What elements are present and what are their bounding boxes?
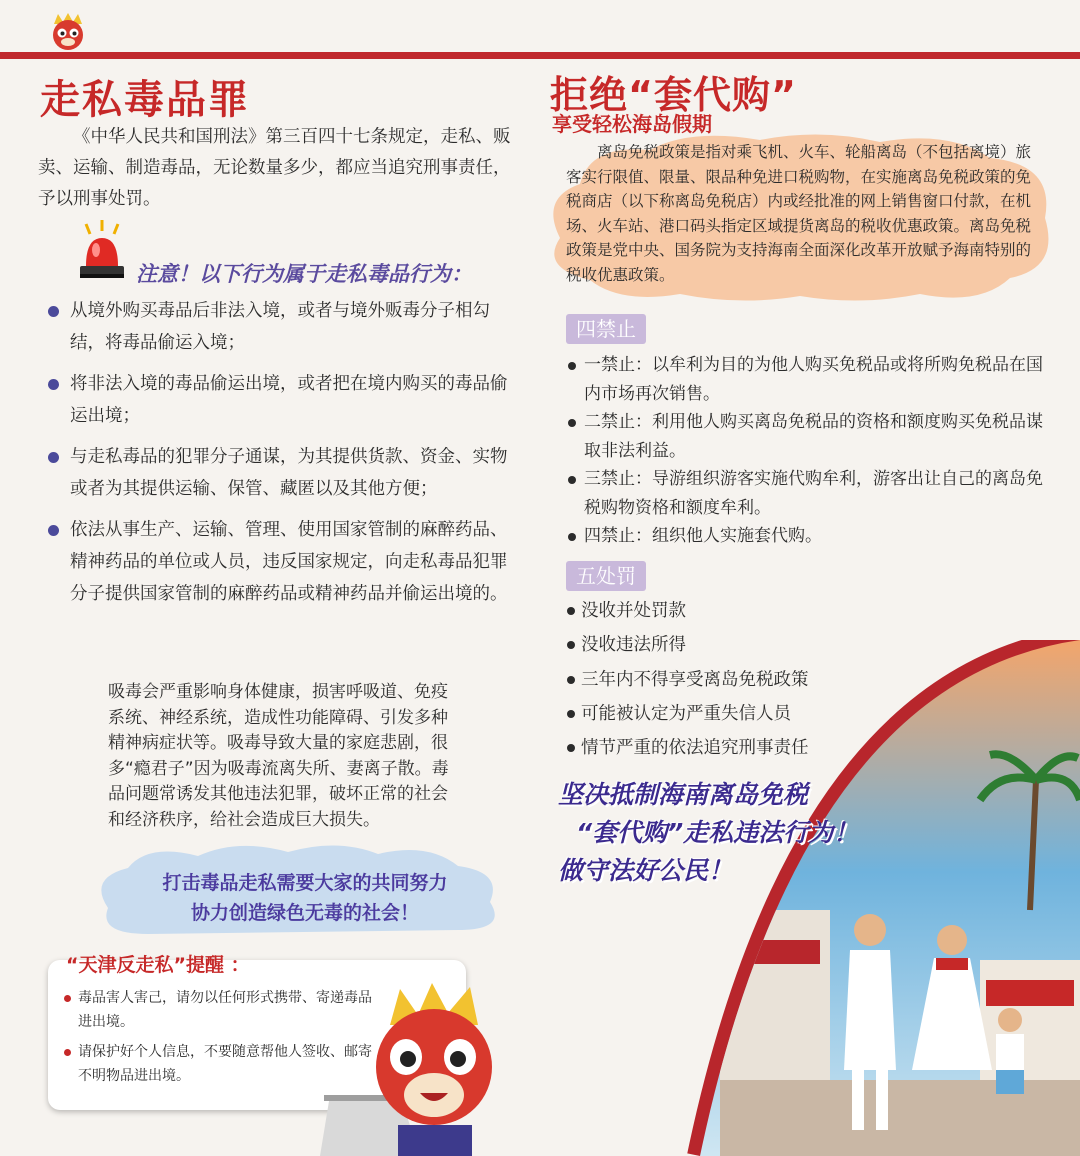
duty-free-policy-intro: 离岛免税政策是指对乘飞机、火车、轮船离岛（不包括离境）旅客实行限值、限量、限品种免进口税购物，在实施离岛免税政策的免税商店（以下称离岛免税店）内或经批准的网上销售窗口付款，在机场、火车站、港口码头指定区域提货离岛的税收优惠政策。离岛免税政策是党中央、国务院为支持海南全面深化改革开放赋予海南特别的税收优惠政策。 [566,143,1032,284]
reminder-title: “天津反走私”提醒 ： [66,954,250,976]
list-item: 请保护好个人信息，不要随意帮他人签收、邮寄不明物品进出境。 [62,1040,382,1088]
five-penalties-tag: 五处罚 [566,561,646,591]
list-item: 与走私毒品的犯罪分子通谋，为其提供货款、资金、实物或者为其提供运输、保管、藏匿以及其他方便； [46,441,516,505]
list-item: 可能被认定为严重失信人员 [566,697,946,731]
list-item: 从境外购买毒品后非法入境，或者与境外贩毒分子相勾结，将毒品偷运入境； [46,295,516,359]
notice-heading: 注意！以下行为属于走私毒品行为： [136,262,472,286]
family-shopping-scene-image [660,640,1080,1156]
siren-icon [76,218,128,286]
slogan-line: 坚决抵制海南离岛免税 [558,780,809,809]
smuggling-acts-list [46,295,516,619]
final-slogan [558,776,958,890]
list-item: 没收并处罚款 [566,594,946,628]
slogan-line: 协力创造绿色无毒的社会！ [190,902,419,924]
left-title: 走私毒品罪 [40,77,250,123]
slogan-line: 打击毒品走私需要大家的共同努力 [162,872,448,894]
criminal-law-intro: 《中华人民共和国刑法》第三百四十七条规定，走私、贩卖、运输、制造毒品，无论数量多少，都应当追究刑事责任，予以刑事处罚。 [38,127,511,209]
list-item: 将非法入境的毒品偷运出境，或者把在境内购买的毒品偷运出境； [46,368,516,432]
drug-harm-paragraph: 吸毒会严重影响身体健康，损害呼吸道、免疫系统、神经系统，造成性功能障碍、引发多种精神病症状等。吸毒导致大量的家庭悲剧，很多“瘾君子”因为吸毒流离失所、妻离子散。毒品问题常诱发其他违法犯罪，破坏正常的社会和经济秩序，给社会造成巨大损失。 [108,682,449,830]
dragon-mascot-laptop-icon [310,975,530,1156]
top-red-bar [0,52,1080,59]
list-item: 三年内不得享受离岛免税政策 [566,663,946,697]
four-bans-tag: 四禁止 [566,314,646,344]
list-item: 没收违法所得 [566,628,946,662]
list-item: 情节严重的依法追究刑事责任 [566,731,946,765]
list-item: 四禁止：组织他人实施套代购。 [566,522,1046,551]
right-subtitle: 享受轻松海岛假期 [552,112,712,136]
right-title: 拒绝“套代购” [550,73,797,117]
anti-drug-slogan [110,868,500,928]
list-item: 依法从事生产、运输、管理、使用国家管制的麻醉药品、精神药品的单位或人员，违反国家规定，向走私毒品犯罪分子提供国家管制的麻醉药品或精神药品并偷运出境的。 [46,514,516,610]
dragon-mascot-icon [46,10,90,54]
list-item: 毒品害人害己，请勿以任何形式携带、寄递毒品进出境。 [62,986,382,1034]
list-item: 一禁止：以牟利为目的为他人购买免税品或将所购免税品在国内市场再次销售。 [566,351,1046,408]
list-item: 三禁止：导游组织游客实施代购牟利，游客出让自己的离岛免税购物资格和额度牟利。 [566,465,1046,522]
list-item: 二禁止：利用他人购买离岛免税品的资格和额度购买免税品谋取非法利益。 [566,408,1046,465]
four-bans-list [566,351,1046,551]
slogan-line: “套代购”走私违法行为！ [576,818,859,847]
slogan-line: 做守法好公民！ [558,856,734,885]
